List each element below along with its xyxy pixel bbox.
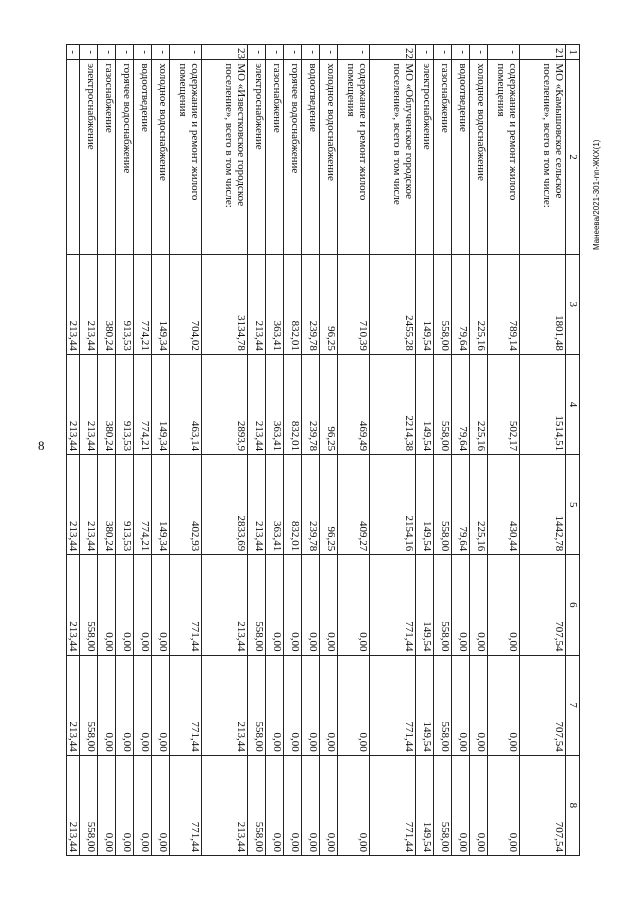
value-cell: 558,00: [434, 655, 452, 755]
table-header-row: [566, 45, 580, 856]
table-row: [80, 45, 98, 856]
row-number-cell: -: [80, 45, 98, 60]
value-cell: 0,00: [338, 655, 370, 755]
value-cell: 832,01: [284, 455, 302, 555]
value-cell: 0,00: [266, 755, 284, 855]
value-cell: 0,00: [452, 655, 470, 755]
value-cell: 213,44: [202, 655, 248, 755]
value-cell: 149,54: [416, 254, 434, 354]
value-cell: 409,27: [338, 455, 370, 555]
row-name-cell: электроснабжение: [248, 60, 266, 254]
value-cell: 774,21: [134, 254, 152, 354]
row-number-cell: -: [488, 45, 520, 60]
row-name-cell: газоснабжение: [266, 60, 284, 254]
value-cell: 213,44: [80, 354, 98, 454]
value-cell: 558,00: [434, 555, 452, 655]
value-cell: 380,24: [98, 254, 116, 354]
value-cell: 913,53: [116, 455, 134, 555]
value-cell: 2455,28: [370, 254, 416, 354]
value-cell: 213,44: [202, 555, 248, 655]
value-cell: 363,41: [266, 354, 284, 454]
value-cell: 213,44: [66, 755, 80, 855]
value-cell: 771,44: [370, 555, 416, 655]
value-cell: 774,21: [134, 354, 152, 454]
table-row: [284, 45, 302, 856]
row-name-cell: содержание и ремонт жилого помещения: [488, 60, 520, 254]
table-row: [434, 45, 452, 856]
value-cell: 558,00: [80, 655, 98, 755]
row-number-cell: -: [266, 45, 284, 60]
value-cell: 213,44: [66, 455, 80, 555]
table-row: [152, 45, 170, 856]
row-name-cell: МО «Облученское городское поселение», всего в том числе: [370, 60, 416, 254]
row-name-cell: водоотведение: [302, 60, 320, 254]
row-name-cell: электроснабжение: [416, 60, 434, 254]
value-cell: 363,41: [266, 455, 284, 555]
value-cell: 0,00: [320, 755, 338, 855]
header-cell: 7: [566, 655, 580, 755]
value-cell: 239,78: [302, 354, 320, 454]
value-cell: 774,21: [134, 455, 152, 555]
value-cell: 558,00: [248, 755, 266, 855]
table-row: [338, 45, 370, 856]
value-cell: 2154,16: [370, 455, 416, 555]
value-cell: 771,44: [370, 655, 416, 755]
table-row: [416, 45, 434, 856]
row-number-cell: 21: [520, 45, 566, 60]
value-cell: 149,54: [416, 655, 434, 755]
value-cell: 0,00: [98, 655, 116, 755]
row-name-cell: газоснабжение: [98, 60, 116, 254]
row-name-cell: холодное водоснабжение: [152, 60, 170, 254]
value-cell: 79,64: [452, 254, 470, 354]
header-cell: 2: [566, 60, 580, 254]
value-cell: 0,00: [452, 755, 470, 855]
table-row: [520, 45, 566, 856]
row-number-cell: -: [116, 45, 134, 60]
value-cell: 0,00: [302, 555, 320, 655]
value-cell: 96,25: [320, 455, 338, 555]
value-cell: 558,00: [434, 254, 452, 354]
value-cell: 0,00: [488, 555, 520, 655]
value-cell: 149,54: [416, 354, 434, 454]
value-cell: 149,54: [416, 455, 434, 555]
value-cell: 380,24: [98, 455, 116, 555]
value-cell: 0,00: [134, 755, 152, 855]
value-cell: 789,14: [488, 254, 520, 354]
value-cell: 832,01: [284, 354, 302, 454]
value-cell: 0,00: [266, 555, 284, 655]
value-cell: 0,00: [488, 755, 520, 855]
value-cell: 704,02: [170, 254, 202, 354]
value-cell: 0,00: [116, 655, 134, 755]
value-cell: 3134,78: [202, 254, 248, 354]
value-cell: 558,00: [80, 555, 98, 655]
value-cell: 213,44: [66, 555, 80, 655]
value-cell: 213,44: [248, 254, 266, 354]
value-cell: 213,44: [248, 354, 266, 454]
value-cell: 239,78: [302, 455, 320, 555]
row-name-cell: горячее водоснабжение: [284, 60, 302, 254]
value-cell: 0,00: [116, 555, 134, 655]
row-name-cell: горячее водоснабжение: [116, 60, 134, 254]
value-cell: 1442,78: [520, 455, 566, 555]
value-cell: 1801,48: [520, 254, 566, 354]
value-cell: 502,17: [488, 354, 520, 454]
row-name-cell: [66, 60, 80, 254]
value-cell: 0,00: [266, 655, 284, 755]
value-cell: 1514,51: [520, 354, 566, 454]
table-row: [452, 45, 470, 856]
row-number-cell: -: [248, 45, 266, 60]
value-cell: 771,44: [370, 755, 416, 855]
value-cell: 149,54: [416, 555, 434, 655]
value-cell: 0,00: [152, 755, 170, 855]
row-number-cell: -: [98, 45, 116, 60]
value-cell: 363,41: [266, 254, 284, 354]
value-cell: 913,53: [116, 354, 134, 454]
value-cell: 558,00: [434, 455, 452, 555]
row-name-cell: газоснабжение: [434, 60, 452, 254]
value-cell: 225,16: [470, 455, 488, 555]
table-row: [370, 45, 416, 856]
row-name-cell: МО «Известковское городское поселение», всего в том числе:: [202, 60, 248, 254]
table-row: [116, 45, 134, 856]
value-cell: 79,64: [452, 455, 470, 555]
row-number-cell: -: [338, 45, 370, 60]
value-cell: 0,00: [152, 555, 170, 655]
table-row: [66, 45, 80, 856]
page-number: 8: [38, 438, 45, 453]
table-row: [302, 45, 320, 856]
value-cell: 771,44: [170, 755, 202, 855]
value-cell: 0,00: [320, 655, 338, 755]
value-cell: 832,01: [284, 254, 302, 354]
value-cell: 771,44: [170, 655, 202, 755]
row-number-cell: -: [284, 45, 302, 60]
value-cell: 0,00: [452, 555, 470, 655]
table-row: [470, 45, 488, 856]
row-number-cell: -: [470, 45, 488, 60]
value-cell: 707,54: [520, 555, 566, 655]
row-number-cell: -: [320, 45, 338, 60]
header-cell: 1: [566, 45, 580, 60]
value-cell: 2893,9: [202, 354, 248, 454]
row-name-cell: электроснабжение: [80, 60, 98, 254]
value-cell: 0,00: [302, 655, 320, 755]
row-number-cell: -: [302, 45, 320, 60]
value-cell: 2214,38: [370, 354, 416, 454]
value-cell: 558,00: [434, 755, 452, 855]
value-cell: 96,25: [320, 254, 338, 354]
value-cell: 558,00: [80, 755, 98, 855]
document-reference-note: Мaнеева/2021-301-nn-ЖКХ(1): [592, 139, 601, 250]
row-number-cell: -: [152, 45, 170, 60]
value-cell: 213,44: [80, 455, 98, 555]
value-cell: 0,00: [98, 555, 116, 655]
value-cell: 225,16: [470, 354, 488, 454]
value-cell: 707,54: [520, 655, 566, 755]
table-row: [266, 45, 284, 856]
row-name-cell: холодное водоснабжение: [320, 60, 338, 254]
value-cell: 0,00: [338, 755, 370, 855]
row-number-cell: -: [134, 45, 152, 60]
table-row: [202, 45, 248, 856]
value-cell: 0,00: [338, 555, 370, 655]
table-row: [248, 45, 266, 856]
value-cell: 239,78: [302, 254, 320, 354]
table-row: [98, 45, 116, 856]
row-name-cell: содержание и ремонт жилого помещения: [170, 60, 202, 254]
table-row: [170, 45, 202, 856]
value-cell: 707,54: [520, 755, 566, 855]
value-cell: 0,00: [470, 655, 488, 755]
value-cell: 213,44: [66, 655, 80, 755]
value-cell: 96,25: [320, 354, 338, 454]
value-cell: 558,00: [434, 354, 452, 454]
table-row: [320, 45, 338, 856]
value-cell: 0,00: [320, 555, 338, 655]
value-cell: 710,39: [338, 254, 370, 354]
value-cell: 2833,69: [202, 455, 248, 555]
value-cell: 430,44: [488, 455, 520, 555]
value-cell: 469,49: [338, 354, 370, 454]
value-cell: 0,00: [134, 555, 152, 655]
value-cell: 213,44: [202, 755, 248, 855]
header-cell: 6: [566, 555, 580, 655]
row-number-cell: 23: [202, 45, 248, 60]
value-cell: 558,00: [248, 555, 266, 655]
value-cell: 0,00: [302, 755, 320, 855]
value-cell: 0,00: [470, 755, 488, 855]
row-name-cell: холодное водоснабжение: [470, 60, 488, 254]
value-cell: 213,44: [80, 254, 98, 354]
row-name-cell: МО «Камышовское сельское поселение», всего в том числе:: [520, 60, 566, 254]
value-cell: 380,24: [98, 354, 116, 454]
row-number-cell: 22: [370, 45, 416, 60]
value-cell: 0,00: [488, 655, 520, 755]
value-cell: 213,44: [66, 354, 80, 454]
row-name-cell: водоотведение: [452, 60, 470, 254]
value-cell: 213,44: [66, 254, 80, 354]
row-number-cell: -: [66, 45, 80, 60]
value-cell: 0,00: [284, 555, 302, 655]
header-cell: 8: [566, 755, 580, 855]
value-cell: 0,00: [98, 755, 116, 855]
row-name-cell: водоотведение: [134, 60, 152, 254]
row-number-cell: -: [170, 45, 202, 60]
value-cell: 0,00: [470, 555, 488, 655]
row-number-cell: -: [452, 45, 470, 60]
value-cell: 0,00: [152, 655, 170, 755]
value-cell: 0,00: [284, 655, 302, 755]
value-cell: 0,00: [284, 755, 302, 855]
value-cell: 771,44: [170, 555, 202, 655]
row-number-cell: -: [434, 45, 452, 60]
value-cell: 79,64: [452, 354, 470, 454]
value-cell: 149,34: [152, 455, 170, 555]
tariff-table: [66, 44, 580, 856]
rotated-table-container: [67, 44, 580, 856]
row-number-cell: -: [416, 45, 434, 60]
header-cell: 4: [566, 354, 580, 454]
value-cell: 463,14: [170, 354, 202, 454]
table-row: [488, 45, 520, 856]
value-cell: 225,16: [470, 254, 488, 354]
value-cell: 149,34: [152, 254, 170, 354]
table-row: [134, 45, 152, 856]
value-cell: 558,00: [248, 655, 266, 755]
header-cell: 3: [566, 254, 580, 354]
value-cell: 149,54: [416, 755, 434, 855]
value-cell: 402,93: [170, 455, 202, 555]
value-cell: 0,00: [134, 655, 152, 755]
value-cell: 213,44: [248, 455, 266, 555]
value-cell: 0,00: [116, 755, 134, 855]
row-name-cell: содержание и ремонт жилого помещения: [338, 60, 370, 254]
value-cell: 913,53: [116, 254, 134, 354]
value-cell: 149,34: [152, 354, 170, 454]
header-cell: 5: [566, 455, 580, 555]
